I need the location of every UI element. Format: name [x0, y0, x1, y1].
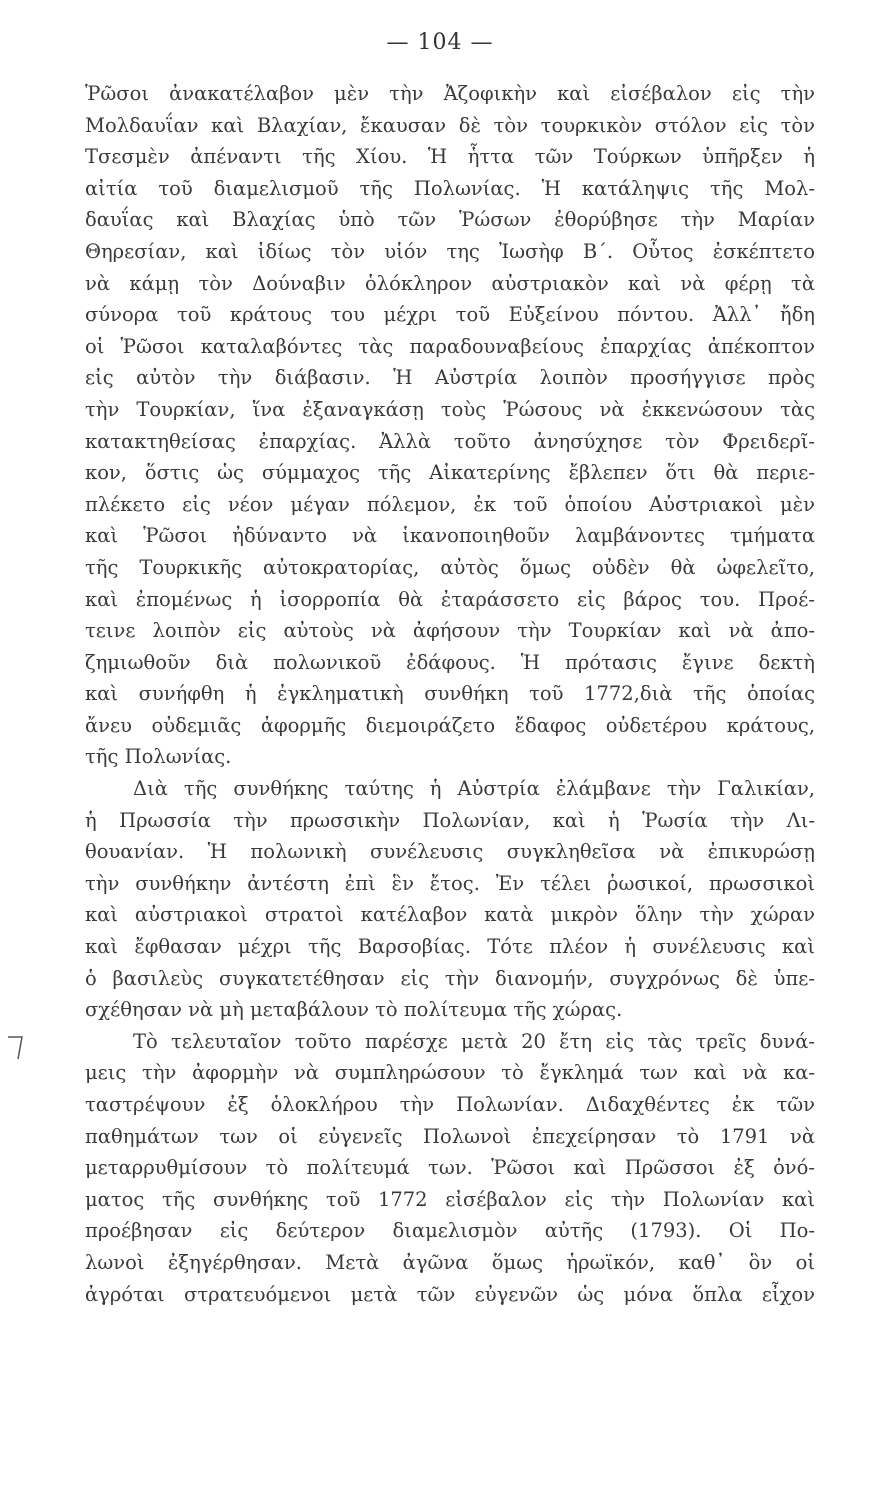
text-line: ταστρέψουν ἐξ ὁλοκλήρου τὴν Πολωνίαν. Διδαχθέντες ἐκ τῶν: [85, 1093, 815, 1116]
text-line: τεινε λοιπὸν εἰς αὐτοὺς νὰ ἀφήσουν τὴν Τουρκίαν καὶ νὰ ἀπο-: [85, 619, 815, 643]
text-line: καὶ ἐπομένως ἡ ἰσορροπία θὰ ἐταράσσετο εἰς βάρος του. Προέ-: [85, 587, 815, 611]
text-line: ἀγρόται στρατευόμενοι μετὰ τῶν εὐγενῶν ὡς μόνα ὅπλα εἶχον: [85, 1282, 815, 1306]
text-line: τῆς Πολωνίας.: [85, 745, 232, 769]
text-line: κατακτηθείσας ἐπαρχίας. Ἀλλὰ τοῦτο ἀνησύχησε τὸν Φρειδερῖ-: [85, 429, 815, 453]
text-line: καὶ συνήφθη ἡ ἐγκληματικὴ συνθήκη τοῦ 1772,διὰ τῆς ὁποίας: [85, 682, 815, 706]
text-line: νὰ κάμῃ τὸν Δούναβιν ὁλόκληρον αὐστριακὸν καὶ νὰ φέρῃ τὰ: [85, 271, 815, 295]
text-line: τὴν συνθήκην ἀντέστη ἐπὶ ἓν ἔτος. Ἐν τέλει ῥωσικοί, πρωσσικοὶ: [85, 871, 815, 895]
text-line: δαυΐας καὶ Βλαχίας ὑπὸ τῶν Ῥώσων ἐθορύβησε τὴν Μαρίαν: [85, 208, 815, 232]
text-line: οἱ Ῥῶσοι καταλαβόντες τὰς παραδουναβείους ἐπαρχίας ἀπέκοπτον: [85, 334, 815, 358]
text-line: ὁ βασιλεὺς συγκατετέθησαν εἰς τὴν διανομήν, συγχρόνως δὲ ὑπε-: [85, 966, 815, 990]
text-line: Ῥῶσοι ἀνακατέλαβον μὲν τὴν Ἀζοφικὴν καὶ εἰσέβαλον εἰς τὴν: [85, 82, 815, 105]
text-line: τὴν Τουρκίαν, ἵνα ἐξαναγκάσῃ τοὺς Ῥώσους νὰ ἐκκενώσουν τὰς: [85, 397, 815, 421]
text-line: σχέθησαν νὰ μὴ μεταβάλουν τὸ πολίτευμα τῆς χώρας.: [85, 998, 623, 1022]
text-line: λωνοὶ ἐξηγέρθησαν. Μετὰ ἀγῶνα ὅμως ἡρωϊκόν, καθ᾽ ὃν οἱ: [85, 1250, 815, 1274]
text-line: ματος τῆς συνθήκης τοῦ 1772 εἰσέβαλον εἰς τὴν Πολωνίαν καὶ: [85, 1187, 815, 1211]
text-line: μεις τὴν ἀφορμὴν νὰ συμπληρώσουν τὸ ἔγκλημά των καὶ νὰ κα-: [85, 1061, 815, 1085]
page-number: — 104 —: [386, 30, 494, 55]
text-line: παθημάτων των οἱ εὐγενεῖς Πολωνοὶ ἐπεχείρησαν τὸ 1791 νὰ: [85, 1124, 815, 1148]
text-line: αἰτία τοῦ διαμελισμοῦ τῆς Πολωνίας. Ἡ κατάληψις τῆς Μολ-: [85, 176, 815, 200]
text-line: καὶ Ῥῶσοι ἠδύναντο νὰ ἱκανοποιηθοῦν λαμβάνοντες τμήματα: [85, 524, 815, 548]
text-line: κον, ὅστις ὡς σύμμαχος τῆς Αἰκατερίνης ἔβλεπεν ὅτι θὰ περιε-: [85, 461, 815, 485]
text-line: Διὰ τῆς συνθήκης ταύτης ἡ Αὐστρία ἐλάμβανε τὴν Γαλικίαν,: [133, 777, 815, 801]
margin-pencil-mark: [6, 1033, 26, 1063]
text-line: ἄνευ οὐδεμιᾶς ἀφορμῆς διεμοιράζετο ἔδαφος οὐδετέρου κράτους,: [85, 713, 815, 737]
text-line: Τσεσμὲν ἀπέναντι τῆς Χίου. Ἡ ἧττα τῶν Τούρκων ὑπῆρξεν ἡ: [85, 145, 815, 169]
text-line: θουανίαν. Ἡ πολωνικὴ συνέλευσις συγκληθεῖσα νὰ ἐπικυρώσῃ: [85, 840, 815, 864]
text-line: Θηρεσίαν, καὶ ἰδίως τὸν υἱόν της Ἰωσὴφ Β΄. Οὗτος ἐσκέπτετο: [85, 239, 815, 263]
text-line: καὶ αὐστριακοὶ στρατοὶ κατέλαβον κατὰ μικρὸν ὅλην τὴν χώραν: [85, 903, 815, 927]
text-line: προέβησαν εἰς δεύτερον διαμελισμὸν αὐτῆς (1793). Οἱ Πο-: [85, 1219, 815, 1243]
text-line: εἰς αὐτὸν τὴν διάβασιν. Ἡ Αὐστρία λοιπὸν προσήγγισε πρὸς: [85, 366, 815, 390]
text-line: ζημιωθοῦν διὰ πολωνικοῦ ἐδάφους. Ἡ πρότασις ἔγινε δεκτὴ: [85, 650, 815, 674]
text-line: Μολδαυΐαν καὶ Βλαχίαν, ἔκαυσαν δὲ τὸν τουρκικὸν στόλον εἰς τὸν: [85, 113, 815, 137]
body-text: [85, 78, 815, 1310]
text-line: καὶ ἔφθασαν μέχρι τῆς Βαρσοβίας. Τότε πλέον ἡ συνέλευσις καὶ: [85, 935, 815, 959]
text-line: μεταρρυθμίσουν τὸ πολίτευμά των. Ῥῶσοι καὶ Πρῶσσοι ἐξ ὀνό-: [85, 1156, 815, 1180]
text-line: σύνορα τοῦ κράτους του μέχρι τοῦ Εὐξείνου πόντου. Ἀλλ᾽ ἤδη: [85, 303, 815, 327]
text-line: πλέκετο εἰς νέον μέγαν πόλεμον, ἐκ τοῦ ὁποίου Αὐστριακοὶ μὲν: [85, 492, 815, 516]
text-line: τῆς Τουρκικῆς αὐτοκρατορίας, αὐτὸς ὅμως οὐδὲν θὰ ὠφελεῖτο,: [85, 555, 815, 579]
text-line: Τὸ τελευταῖον τοῦτο παρέσχε μετὰ 20 ἔτη εἰς τὰς τρεῖς δυνά-: [133, 1029, 815, 1053]
text-line: ἡ Πρωσσία τὴν πρωσσικὴν Πολωνίαν, καὶ ἡ Ῥωσία τὴν Λι-: [85, 808, 815, 832]
